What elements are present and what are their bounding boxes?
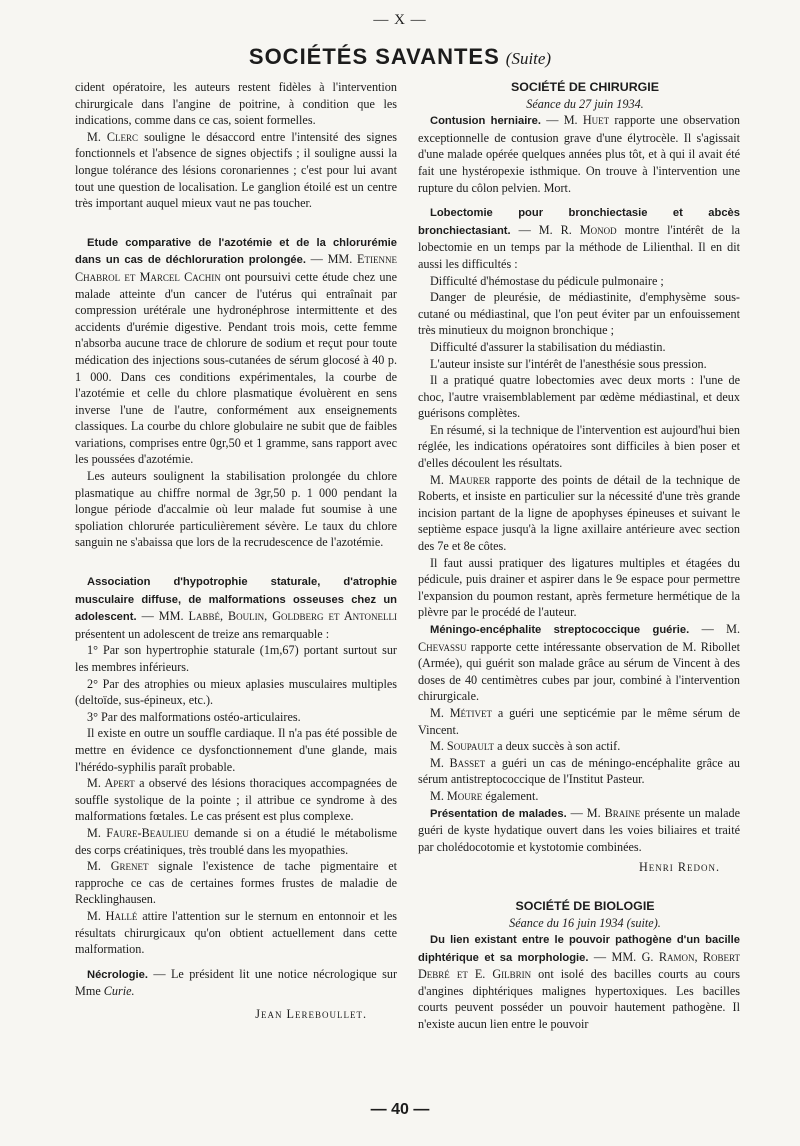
article: Méningo-encéphalite streptococcique guérie. — M. Chevassu rapporte cette intéressante observation de M. Ribollet (Armée), qui guérit son malade grâce au sérum de Vincent à des doses de 40 centimètres cubes par jour, combiné à l'intervention chirurgicale. [418,622,740,704]
list-item: Difficulté d'hémostase du pédicule pulmonaire ; [430,273,664,288]
article-heading: Contusion herniaire. [430,115,541,128]
paragraph: M. Faure-Beaulieu demande si on a étudié le métabolisme des corps créatiniques, très troublé dans les myopathies. [75,825,397,857]
signature: Henri Redon. [638,860,720,875]
article: Contusion herniaire. — M. Huet rapporte une observation exceptionnelle de contusion grave d'une élytrocèle. Il s'agissait d'une malade opérée quelques années plus tôt, et à qui il avait été fait une hystéropexie isthmique. On trouve à l'intervention une rupture du côlon pelvien. Mort. [418,113,741,195]
article-heading: Nécrologie. [87,968,148,981]
paragraph: L'auteur insiste sur l'intérêt de l'anesthésie sous pression. [430,356,707,371]
page-roman-number: — X — [373,12,427,28]
article: Etude comparative de l'azotémie et de la chlorurémie dans un cas de déchloruration prolongée. — MM. Etienne Chabrol et Marcel Cachin ont poursuivi cette étude chez une malade atteinte d'un cancer de l'utérus qui entraînait par compression urétérale une hydronéphrose intermittente et des accidents d'urémie digestive. Pendant trois mois, cette femme n'absorba aucune trace de chlorure de sodium et reçut pour toute médication des injections sous-cutanées de sérum glocosé à 40 p. 1 000. Dans ces conditions expérimentales, la courbe de l'azotémie et celle du chlore plasmatique évoluèrent en sens inverse l'une de l'autre, conformément aux enseignements classiques. La courbe du chlore globulaire ne subit que de faibles variations, comprises entre 0gr,50 et 1 gramme, sans rapport avec les poussées d'azotémie. [75,236,397,467]
paragraph: M. Apert a observé des lésions thoraciques accompagnées de souffle systolique de la pointe ; il attribue ce syndrome à des malformations fœtales. Le cas présent est plus complexe. [75,776,397,824]
author-name: Labbé, Boulin, Goldberg et Antonelli [188,609,397,624]
right-column [418,79,740,1033]
running-head [0,44,800,70]
list-item: 2° Par des atrophies ou mieux aplasies musculaires multiples (deltoïde, sus-épineux, etc.). [75,676,397,708]
article-heading: Etude comparative de l'azotémie et de la chlorurémie dans un cas de déchloruration prolongée. [75,236,397,267]
article: Du lien existant entre le pouvoir pathogène d'un bacille diphtérique et sa morphologie. — MM. G. Ramon, Robert Debré et E. Gilbrin ont isolé des bacilles courts au cours d'angines diphtériques malignes hypertoxiques. Les bacilles courts peuvent posséder un pouvoir hautement pathogène. Il n'existe aucun lien entre le pouvoir [418,934,740,1032]
paragraph: En résumé, si la technique de l'intervention est aujourd'hui bien réglée, les indications opératoires sont difficiles à bien poser et d'elles découlent les résultats. [418,422,740,471]
author-name: M. Moure [430,788,483,803]
article-heading: Du lien existant entre le pouvoir pathogène d'un bacille diphtérique et sa morphologie. [418,934,740,964]
paragraph: Les auteurs soulignent la stabilisation prolongée du chlore plasmatique au chiffre normal de 3gr,50 p. 1 000 pendant la longue période d'accalmie où leur malade fut soumise à une spoliation chlorurée particulièrement sévère. Le taux du chlore sanguin ne s'abaissa que lors de la recrudescence de l'azotémie. [75,469,397,550]
paragraph: Il existe en outre un souffle cardiaque. Il n'a pas été possible de mettre en évidence ce dysfonctionnement d'une glande, mais l'hérédo-syphilis paraît probable. [75,726,397,774]
author-name: M. Grenet [87,859,149,874]
paragraph: M. Basset a guéri un cas de méningo-encéphalite grâce au sérum antistreptococcique de l'Institut Pasteur. [418,755,740,787]
paragraph: M. Moure également. [430,788,539,803]
left-column [75,79,397,1022]
society-title: SOCIÉTÉ DE CHIRURGIE [510,80,660,94]
paragraph: M. Grenet signale l'existence de tache pigmentaire et rapproche ce cas de certaines formes frustes de maladie de Recklinghausen. [75,859,398,907]
necrology: Nécrologie. — Le président lit une notice nécrologique sur Mme Curie. [75,966,397,999]
author-name: M. Apert [87,776,135,791]
author-name: M. Métivet [430,705,493,720]
article-heading: Présentation de malades. [430,807,567,820]
article: Lobectomie pour bronchiectasie et abcès bronchiectasiant. — M. R. Monod montre l'intérêt de la lobectomie en un temps par la méthode de Lilienthal. Il en dit aussi les difficultés : [418,207,741,271]
section-suite: (Suite) [505,49,552,68]
article: Association d'hypotrophie staturale, d'atrophie musculaire diffuse, de malformations osseuses chez un adolescent. — MM. Labbé, Boulin, Goldberg et Antonelli présentent un adolescent de treize ans remarquable : [75,576,397,641]
author-name: M. Clerc [87,129,139,144]
session-date: Séance du 27 juin 1934. [526,96,644,111]
article-heading: Méningo-encéphalite streptococcique guérie. [430,624,690,636]
article: Présentation de malades. — M. Braine présente un malade guéri de kyste hydatique ouvert dans les voies biliaires et traité par cholédocotomie et kystotomie combinées. [418,805,740,854]
author-name: Braine [604,805,641,820]
session-date: Séance du 16 juin 1934 (suite). [509,915,661,930]
paragraph: Il a pratiqué quatre lobectomies avec deux morts : l'une de choc, l'autre vraisemblablement par œdème médiastinal, et deux guérisons complètes. [418,373,740,421]
author-name: Monod [579,222,617,237]
author-name: Etienne Chabrol et Marcel Cachin [75,252,397,284]
page-number: — 40 — [370,1101,430,1118]
author-name: M. Faure-Beaulieu [87,825,189,840]
list-item: Difficulté d'assurer la stabilisation du médiastin. [430,339,666,354]
author-name: Chevassu [418,639,467,654]
paragraph: cident opératoire, les auteurs restent fidèles à l'intervention chirurgicale dans l'angine de poitrine, à condition que les indications, comme dans ce cas, soient formelles. [75,80,397,128]
list-item: 1° Par son hypertrophie staturale (1m,67) portant surtout sur les membres inférieurs. [75,643,397,674]
paragraph: M. Soupault a deux succès à son actif. [430,739,621,754]
author-name: G. Ramon, Robert Debré et E. Gilbrin [418,949,740,982]
paragraph: Il faut aussi pratiquer des ligatures multiples et étagées du pédicule, puis drainer et aspirer dans le 9e espace pour permettre l'expansion du poumon restant, après fermeture hermétique de la plèvre par le procédé de l'auteur. [418,555,740,620]
paragraph: M. Métivet a guéri une septicémie par le même sérum de Vincent. [418,705,740,737]
signature: Jean Lereboullet. [255,1006,367,1021]
society-title: SOCIÉTÉ DE BIOLOGIE [515,898,655,913]
list-item: Danger de pleurésie, de médiastinite, d'emphysème sous-cutané ou médiastinal, que l'on peut éviter par un enfouissement très minutieux du moignon bronchique ; [418,290,740,338]
article-heading: Lobectomie pour bronchiectasie et abcès bronchiectasiant. [418,207,740,237]
author-name: M. Basset [430,755,486,770]
author-name: M. Hallé [87,908,138,923]
article-heading: Association d'hypotrophie staturale, d'atrophie musculaire diffuse, de malformations osseuses chez un adolescent. [75,576,397,624]
author-name: M. Maurer [430,472,491,487]
paragraph: M. Clerc souligne le désaccord entre l'intensité des signes fonctionnels et l'absence de signes objectifs ; il souligne aussi la longue tolérance des lésions coronariennes ; c'est pour lui avant tout une question de localisation. Le ganglion étoilé est un centre très important auquel mieux vaut ne pas toucher. [75,129,398,211]
list-item: 3° Par des malformations ostéo-articulaires. [87,709,301,724]
paragraph: M. Hallé attire l'attention sur le sternum en entonnoir et les résultats chirurgicaux qu'on obtient actuellement dans cette malformation. [75,908,397,957]
section-title: SOCIÉTÉS SAVANTES [248,44,500,69]
author-name: Huet [582,113,610,128]
author-name: M. Soupault [430,739,495,754]
paragraph: M. Maurer rapporte des points de détail de la technique de Roberts, et insiste en particulier sur la nécessité d'une très grande incision partant de la ligne de apophyses épineuses et suivant le septième espace jusqu'à la ligne axillaire antérieure avec section des 7e et 8e côtes. [418,472,740,554]
